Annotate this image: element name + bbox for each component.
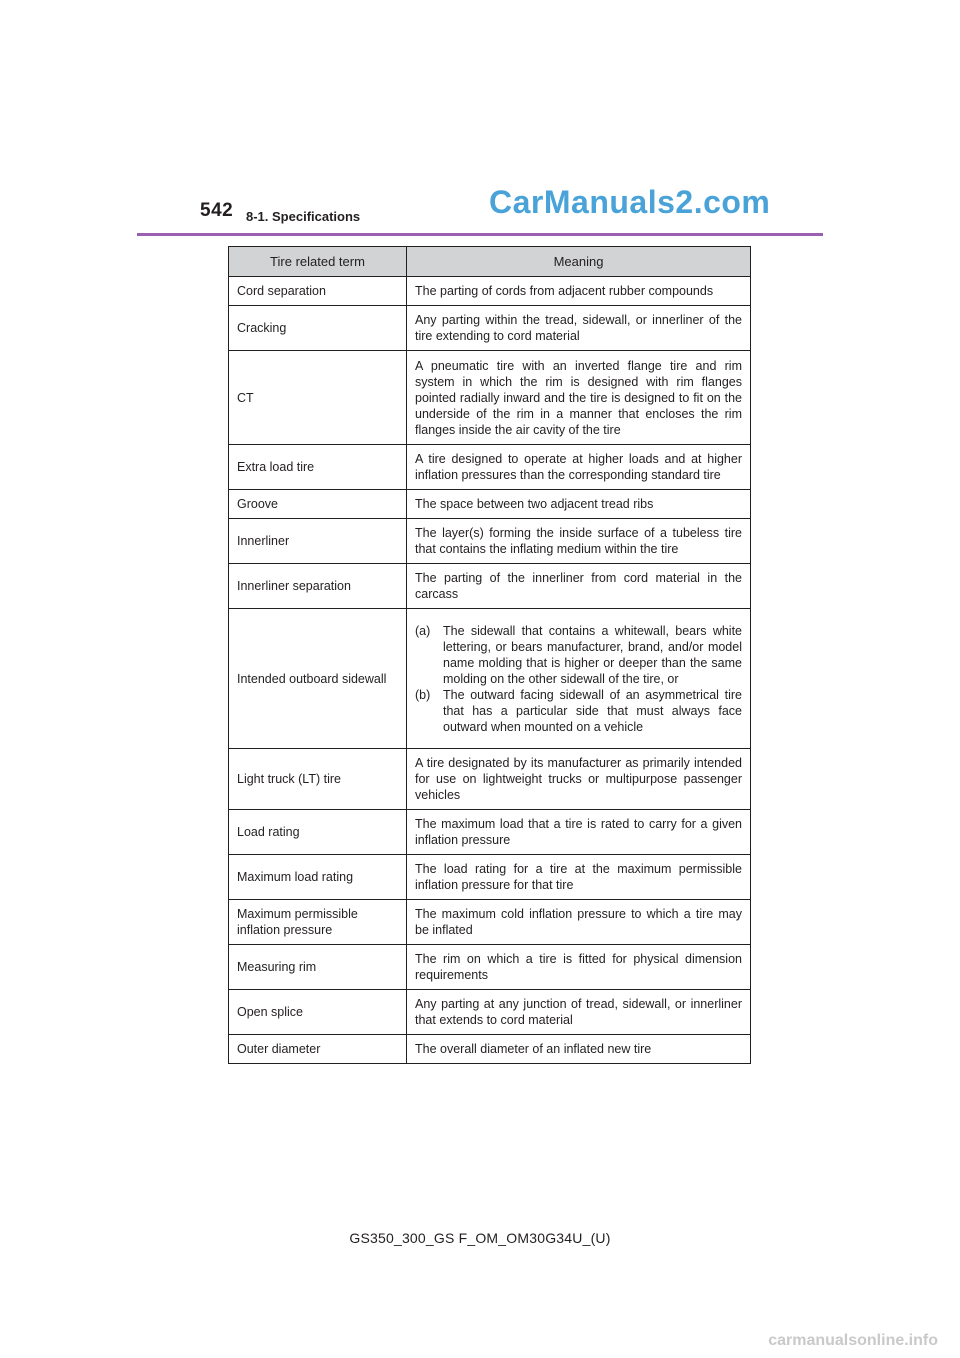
list-item-text: The sidewall that contains a whitewall, bears white lettering, or bears manufacturer, brand, and/or model name molding that is higher or deeper than the same molding on the other sidewall of the tire, or [443, 623, 742, 686]
meaning-cell: The maximum cold inflation pressure to which a tire may be inflated [407, 900, 751, 945]
meaning-cell: The rim on which a tire is fitted for physical dimension requirements [407, 945, 751, 990]
term-cell: Extra load tire [229, 445, 407, 490]
table-row [229, 564, 751, 609]
term-cell: Maximum load rating [229, 855, 407, 900]
table-row [229, 810, 751, 855]
meaning-cell: The maximum load that a tire is rated to carry for a given inflation pressure [407, 810, 751, 855]
meaning-cell [407, 609, 751, 749]
meaning-cell: A tire designed to operate at higher loads and at higher inflation pressures than the corresponding standard tire [407, 445, 751, 490]
column-header-term: Tire related term [229, 247, 407, 277]
term-cell: Innerliner [229, 519, 407, 564]
table-row [229, 445, 751, 490]
list-item-text: The outward facing sidewall of an asymmetrical tire that has a particular side that must always face outward when mounted on a vehicle [443, 687, 742, 734]
watermark-logo: CarManuals2.com [489, 184, 771, 220]
table-row [229, 277, 751, 306]
term-cell: Innerliner separation [229, 564, 407, 609]
table-row [229, 990, 751, 1035]
table-row [229, 609, 751, 749]
term-cell: Groove [229, 490, 407, 519]
meaning-cell: A pneumatic tire with an inverted flange tire and rim system in which the rim is designed with rim flanges pointed radially inward and the tire is designed to fit on the underside of the rim in a manner that encloses the rim flanges inside the air cavity of the tire [407, 351, 751, 445]
section-title: 8-1. Specifications [246, 209, 361, 224]
table-row [229, 900, 751, 945]
table-row [229, 855, 751, 900]
term-cell: Measuring rim [229, 945, 407, 990]
table-row [229, 945, 751, 990]
list-item [415, 687, 742, 735]
meaning-cell: Any parting at any junction of tread, sidewall, or innerliner that extends to cord material [407, 990, 751, 1035]
footer-watermark: carmanualsonline.info [768, 1332, 938, 1349]
term-cell: Intended outboard sidewall [229, 609, 407, 749]
term-cell: Cracking [229, 306, 407, 351]
term-cell: Light truck (LT) tire [229, 749, 407, 810]
table-row [229, 749, 751, 810]
meaning-cell: A tire designated by its manufacturer as primarily intended for use on lightweight trucks or multipurpose passenger vehicles [407, 749, 751, 810]
term-cell: Cord separation [229, 277, 407, 306]
table-row [229, 306, 751, 351]
term-cell: CT [229, 351, 407, 445]
term-cell: Maximum permissible inflation pressure [229, 900, 407, 945]
header-rule [137, 233, 823, 236]
meaning-cell: The overall diameter of an inflated new tire [407, 1035, 751, 1064]
list-item-label: (a) [415, 623, 431, 638]
meaning-cell: The space between two adjacent tread ribs [407, 490, 751, 519]
term-cell: Load rating [229, 810, 407, 855]
meaning-cell: The parting of the innerliner from cord material in the carcass [407, 564, 751, 609]
meaning-cell: The load rating for a tire at the maximum permissible inflation pressure for that tire [407, 855, 751, 900]
table-header-row [229, 247, 751, 277]
tire-terms-table [228, 246, 751, 1064]
column-header-meaning: Meaning [407, 247, 751, 277]
meaning-cell: The parting of cords from adjacent rubber compounds [407, 277, 751, 306]
page-number: 542 [200, 200, 234, 221]
meaning-cell: The layer(s) forming the inside surface of a tubeless tire that contains the inflating medium within the tire [407, 519, 751, 564]
document-code: GS350_300_GS F_OM_OM30G34U_(U) [349, 1230, 611, 1246]
table-row [229, 351, 751, 445]
term-cell: Outer diameter [229, 1035, 407, 1064]
list-item-label: (b) [415, 687, 431, 702]
table-row [229, 490, 751, 519]
meaning-cell: Any parting within the tread, sidewall, or innerliner of the tire extending to cord material [407, 306, 751, 351]
table-row [229, 519, 751, 564]
table-row [229, 1035, 751, 1064]
term-cell: Open splice [229, 990, 407, 1035]
list-item [415, 623, 742, 687]
